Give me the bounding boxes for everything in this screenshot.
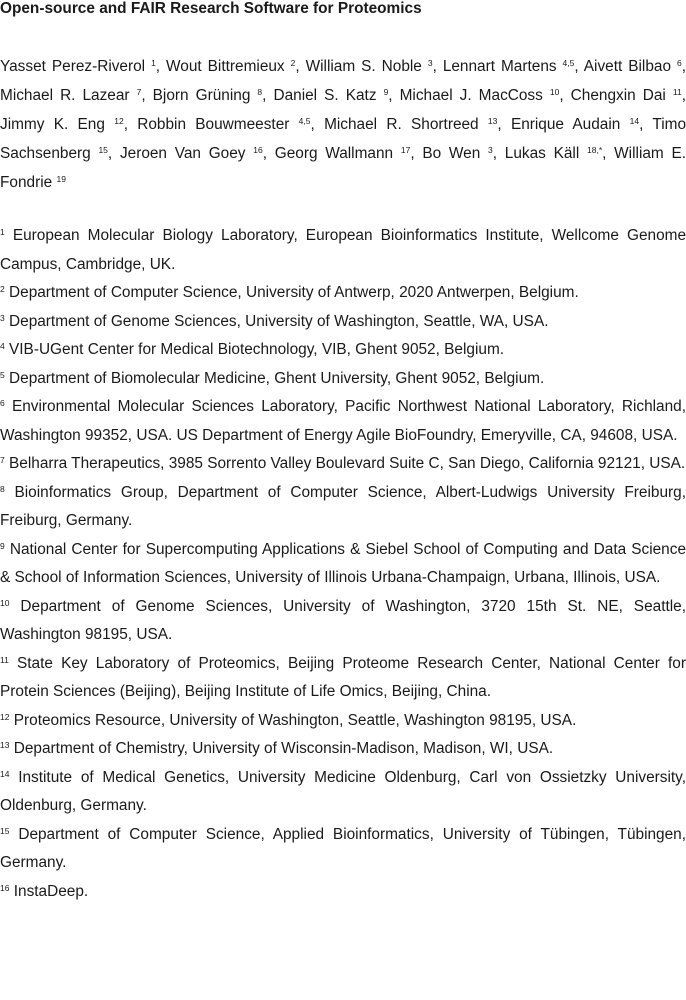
paper-title: Open-source and FAIR Research Software for Proteomics <box>0 0 422 17</box>
author-affiliation-marker: 3 <box>427 58 433 68</box>
affiliation-text: Department of Computer Science, Applied Bioinformatics, University of Tübingen, Tübingen, Germany. <box>0 825 686 871</box>
author-name: William E. Fondrie <box>0 145 686 191</box>
author <box>273 87 388 104</box>
affiliation-number: 4 <box>0 341 5 351</box>
affiliation <box>0 450 686 479</box>
affiliation <box>0 308 686 337</box>
affiliation-text: Department of Genome Sciences, University of Washington, Seattle, WA, USA. <box>9 312 549 330</box>
affiliation-text: Department of Computer Science, University of Antwerp, 2020 Antwerpen, Belgium. <box>9 284 579 301</box>
author-name: Daniel S. Katz <box>273 87 377 104</box>
affiliation <box>0 878 686 907</box>
author <box>422 145 492 162</box>
author <box>0 87 141 104</box>
author-name: Wout Bittremieux <box>166 58 285 75</box>
affiliation-number: 8 <box>0 483 5 494</box>
affiliation <box>0 336 686 365</box>
affiliation-number: 11 <box>0 654 9 665</box>
author-name: Enrique Audain <box>510 116 621 133</box>
author <box>400 87 560 104</box>
author <box>584 58 682 75</box>
affiliation-text: InstaDeep. <box>13 882 89 900</box>
author-affiliation-marker: 10 <box>549 87 560 97</box>
author-name: Yasset Perez-Riverol <box>0 58 146 75</box>
affiliation-text: Bioinformatics Group, Department of Computer Science, Albert-Ludwigs University Freiburg, Freiburg, Germany. <box>0 483 686 529</box>
affiliation-number: 16 <box>0 882 10 893</box>
author-affiliation-marker: 15 <box>98 145 108 155</box>
affiliation <box>0 735 686 764</box>
affiliation-list <box>0 222 686 906</box>
affiliation-number: 13 <box>0 740 10 750</box>
affiliation-number: 12 <box>0 711 10 722</box>
author-name: Bo Wen <box>422 145 481 162</box>
author-name: Lukas Käll <box>504 145 580 162</box>
affiliation <box>0 479 686 536</box>
author <box>0 58 156 75</box>
author-affiliation-marker: 18,* <box>587 145 603 155</box>
affiliation-text: Department of Genome Sciences, University of Washington, 3720 15th St. NE, Seattle, Washington 98195, USA. <box>0 597 686 643</box>
affiliation-number: 3 <box>0 312 5 323</box>
affiliation <box>0 222 686 279</box>
author-name: Lennart Martens <box>442 58 557 75</box>
affiliation-number: 10 <box>0 597 10 608</box>
author <box>571 87 682 104</box>
affiliation <box>0 707 686 736</box>
author-affiliation-marker: 13 <box>487 116 498 126</box>
affiliation-text: VIB-UGent Center for Medical Biotechnology, VIB, Ghent 9052, Belgium. <box>9 341 505 358</box>
author-affiliation-marker: 8 <box>257 87 263 97</box>
author-affiliation-marker: 6 <box>676 58 682 68</box>
author-list: Yasset Perez-Riverol $^1$, Wout Bittremieux $^2$, William S. Noble $^3$, Lennart Martens $^{4,5}$, Aivett Bilbao $^6$, Michael R. Lazear $^7$, Bjorn Grüning $^8$, Daniel S. Katz $^9$, Michael J. MacCoss $^{10}$, Chengxin Dai $^{11}$, Jimmy K. Eng $^{12}$, Robbin Bouwmeester $^{4,5}$, Michael R. Shortreed $^{13}$, Enrique Audain $^{14}$, Timo Sachsenberg $^{15}$, Jeroen Van Goey $^{16}$, Georg Wallmann $^{17}$, Bo Wen $^3$, Lukas Käll $^{18,*}$, William E. Fondrie $^{19}$ <box>0 58 686 191</box>
affiliation <box>0 393 686 450</box>
author <box>153 87 263 104</box>
author <box>166 58 295 75</box>
author-name: Jimmy K. Eng <box>0 116 105 133</box>
author-affiliation-marker: 17 <box>400 145 411 155</box>
affiliation-text: National Center for Supercomputing Applications & Siebel School of Computing and Data Science & School of Information Sciences, University of Illinois Urbana-Champaign, Urbana, Illinois, USA. <box>0 540 686 586</box>
affiliation <box>0 593 686 650</box>
author-affiliation-marker: 12 <box>114 116 124 126</box>
author-affiliation-marker: 9 <box>383 87 389 97</box>
affiliation-number: 6 <box>0 398 5 408</box>
affiliation <box>0 279 686 308</box>
author-affiliation-marker: 11 <box>672 87 682 97</box>
affiliation-text: Environmental Molecular Sciences Laboratory, Pacific Northwest National Laboratory, Richland, Washington 99352, USA. US Department of Energy Agile BioFoundry, Emeryville, CA, 94608, USA. <box>0 398 686 444</box>
author <box>443 58 575 75</box>
affiliation <box>0 650 686 707</box>
author-name: Chengxin Dai <box>570 87 666 104</box>
author-affiliation-marker: 7 <box>136 87 142 97</box>
affiliation-number: 2 <box>0 284 5 294</box>
affiliation-number: 15 <box>0 825 10 836</box>
author-name: William S. Noble <box>305 58 422 75</box>
affiliation-number: 7 <box>0 455 5 465</box>
affiliation-text: Department of Chemistry, University of Wisconsin-Madison, Madison, WI, USA. <box>13 740 554 757</box>
author <box>120 145 263 162</box>
author-name: Michael R. Lazear <box>0 87 130 104</box>
author-affiliation-marker: 2 <box>290 58 296 68</box>
author-affiliation-marker: 1 <box>151 58 156 68</box>
author-name: Jeroen Van Goey <box>119 145 246 162</box>
affiliation-text: European Molecular Biology Laboratory, European Bioinformatics Institute, Wellcome Genome Campus, Cambridge, UK. <box>0 227 686 273</box>
author-name: Michael R. Shortreed <box>324 116 479 133</box>
author-name: Bjorn Grüning <box>152 87 251 104</box>
author-affiliation-marker: 14 <box>629 116 640 126</box>
affiliation <box>0 536 686 593</box>
author-affiliation-marker: 16 <box>253 145 263 155</box>
affiliation-text: Institute of Medical Genetics, University Medicine Oldenburg, Carl von Ossietzky University, Oldenburg, Germany. <box>0 768 686 814</box>
author-affiliation-marker: 4,5 <box>298 116 311 126</box>
author <box>306 58 433 75</box>
affiliation <box>0 365 686 394</box>
author <box>0 116 124 133</box>
affiliation-number: 14 <box>0 768 10 779</box>
author <box>511 116 639 133</box>
author-affiliation-marker: 19 <box>56 174 66 184</box>
author <box>324 116 497 133</box>
author <box>137 116 310 133</box>
affiliation-text: Proteomics Resource, University of Washington, Seattle, Washington 98195, USA. <box>13 711 577 729</box>
author-name: Georg Wallmann <box>274 145 394 162</box>
author-name: Michael J. MacCoss <box>399 87 543 104</box>
affiliation-number: 1 <box>0 227 5 237</box>
affiliation-text: Belharra Therapeutics, 3985 Sorrento Valley Boulevard Suite C, San Diego, California 92121, USA. <box>9 455 686 472</box>
author <box>505 145 602 162</box>
author-name: Robbin Bouwmeester <box>137 116 290 133</box>
affiliation-text: Department of Biomolecular Medicine, Ghent University, Ghent 9052, Belgium. <box>9 369 545 387</box>
author-name: Timo Sachsenberg <box>0 116 686 162</box>
affiliation <box>0 821 686 878</box>
author-affiliation-marker: 3 <box>488 145 493 155</box>
author <box>275 145 411 162</box>
affiliation-text: State Key Laboratory of Proteomics, Beijing Proteome Research Center, National Center for Protein Sciences (Beijing), Beijing Institute of Life Omics, Beijing, China. <box>0 654 686 700</box>
author-name: Aivett Bilbao <box>583 58 672 75</box>
affiliation-number: 9 <box>0 540 5 551</box>
affiliation-number: 5 <box>0 369 5 380</box>
affiliation <box>0 764 686 821</box>
author-affiliation-marker: 4,5 <box>562 58 575 68</box>
